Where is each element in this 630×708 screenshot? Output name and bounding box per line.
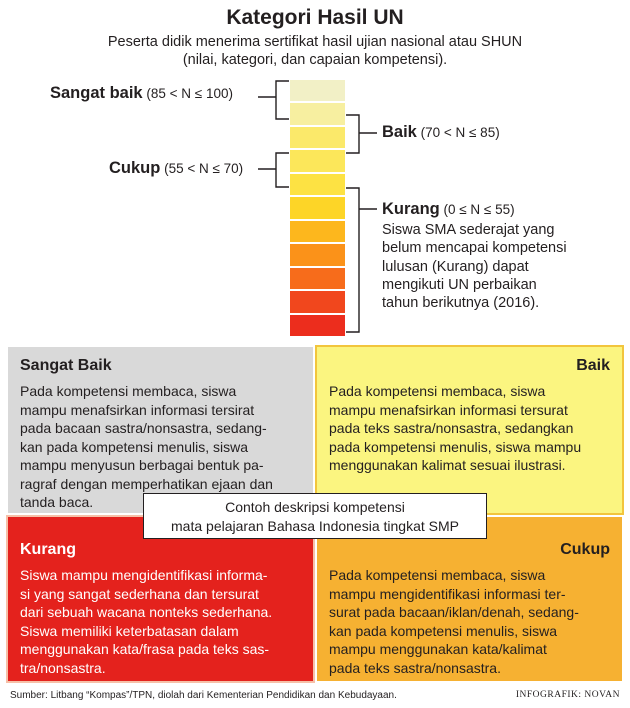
kurang-description: Siswa SMA sederajat yang belum mencapai kompetensi lulusan (Kurang) dapat mengikuti UN perbaikan tahun berikutnya (2016).: [382, 222, 567, 312]
bracket-cukup: [256, 152, 290, 188]
bracket-kurang: [345, 187, 379, 333]
thermometer-segment: [290, 80, 345, 101]
bracket-baik: [345, 114, 379, 154]
box-text: Pada kompetensi membaca, siswa mampu menafsirkan informasi tersirat pada bacaan sastra/nonsastra, sedang- kan pada kompetensi menulis, siswa mampu menyusun berbagai bentuk pa- ragraf dengan memperhatikan ejaan dan tanda baca.: [20, 383, 273, 510]
bracket-sangat-baik: [256, 80, 290, 120]
label-baik: Baik (70 < N ≤ 85): [382, 123, 500, 141]
score-thermometer: [290, 80, 345, 336]
thermometer-segment: [290, 150, 345, 171]
thermometer-segment: [290, 103, 345, 124]
thermometer-segment: [290, 315, 345, 336]
box-text: Siswa mampu mengidentifikasi informa- si yang sangat sederhana dan tersurat dari sebuah wacana nonteks sederhana. Siswa memiliki keterbatasan dalam menggunakan kata/frasa pada teks sas- tra/nonsastra.: [20, 567, 273, 676]
infographic-title: Kategori Hasil UN: [226, 6, 404, 29]
thermometer-segment: [290, 197, 345, 218]
source-credit: Sumber: Litbang “Kompas”/TPN, diolah dari Kementerian Pendidikan dan Kebudayaan.: [10, 690, 397, 701]
label-cukup: Cukup (55 < N ≤ 70): [109, 159, 244, 177]
label-sangat-baik: Sangat baik (85 < N ≤ 100): [50, 84, 233, 102]
thermometer-segment: [290, 291, 345, 312]
box-title: Kurang: [20, 541, 76, 558]
thermometer-segment: [290, 174, 345, 195]
box-baik: [315, 345, 624, 515]
box-title: Baik: [576, 357, 610, 374]
box-kurang: [6, 515, 315, 683]
label-kurang: Kurang (0 ≤ N ≤ 55): [382, 200, 515, 218]
thermometer-segment: [290, 127, 345, 148]
box-text: Pada kompetensi membaca, siswa mampu mengidentifikasi informasi ter- surat pada bacaan/iklan/denah, sedang- kan pada kompetensi menulis, siswa mampu menggunakan kata/kalimat pada teks sastra/nonsastra.: [329, 567, 579, 676]
infographic-subtitle: Peserta didik menerima sertifikat hasil ujian nasional atau SHUN (nilai, kategori, dan capaian kompetensi).: [107, 34, 523, 68]
box-cukup: [315, 515, 624, 683]
box-title: Sangat Baik: [20, 357, 112, 374]
thermometer-segment: [290, 268, 345, 289]
box-title: Cukup: [560, 541, 610, 558]
box-text: Pada kompetensi membaca, siswa mampu menafsirkan informasi tersurat pada teks sastra/nonsastra, sedangkan pada kompetensi menulis, siswa mampu menggunakan kalimat sesuai ilustrasi.: [329, 383, 582, 473]
box-sangat-baik: [6, 345, 315, 515]
infographic-credit: INFOGRAFIK: NOVAN: [515, 690, 620, 700]
thermometer-segment: [290, 244, 345, 265]
center-note: Contoh deskripsi kompetensi mata pelajaran Bahasa Indonesia tingkat SMP: [143, 493, 487, 539]
thermometer-segment: [290, 221, 345, 242]
